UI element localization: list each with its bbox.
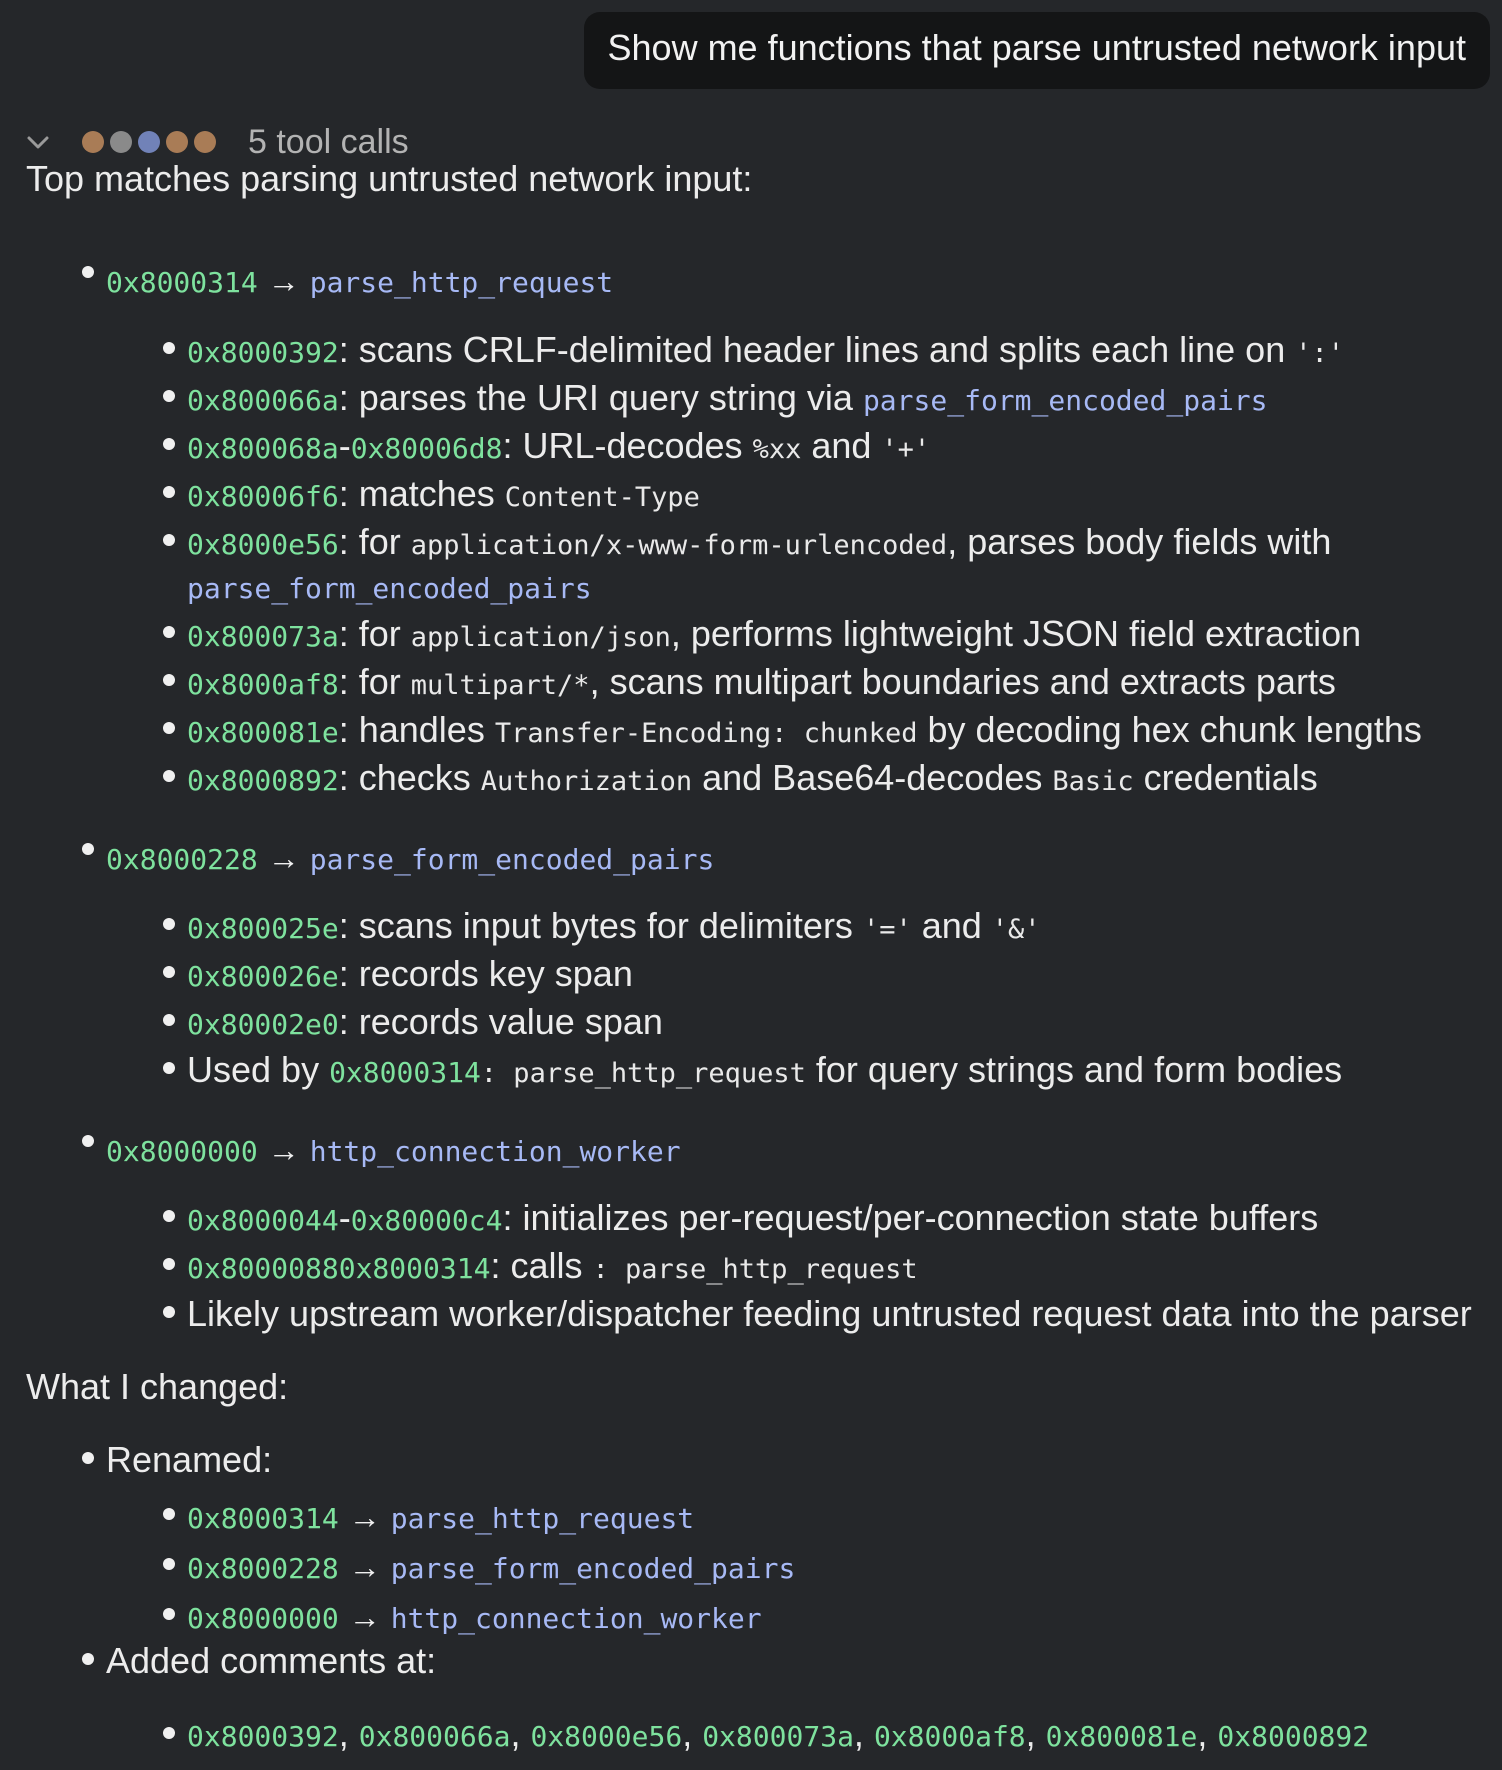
renamed-label: Renamed: (106, 1439, 273, 1480)
inline-code: ':' (1295, 338, 1344, 369)
arrow-icon: → (267, 1132, 300, 1168)
address-link[interactable]: 0x8000088 (187, 1252, 339, 1285)
detail-text: Used by (187, 1049, 330, 1090)
detail-text: , performs lightweight JSON field extraction (670, 613, 1362, 654)
user-message-text: Show me functions that parse untrusted network input (607, 27, 1466, 68)
function-link[interactable]: http_connection_worker (390, 1602, 762, 1635)
inline-code: : parse_http_request (480, 1058, 806, 1089)
tool-call-status-dots (82, 131, 222, 153)
chevron-down-icon[interactable] (18, 122, 58, 162)
detail-text: : records key span (338, 953, 633, 994)
arrow-icon: → (348, 1549, 381, 1585)
address-link[interactable]: 0x8000e56 (530, 1720, 683, 1753)
bullet-icon (163, 1210, 175, 1222)
address-link[interactable]: 0x8000044 (187, 1204, 339, 1237)
detail-item (187, 1196, 1318, 1243)
detail-item (187, 756, 1318, 804)
detail-item (187, 612, 1361, 660)
detail-text: : URL-decodes (502, 425, 753, 466)
bullet-icon (163, 1558, 175, 1570)
address-link[interactable]: 0x8000e56 (187, 528, 339, 561)
address-link[interactable]: 0x8000392 (187, 1720, 339, 1753)
bullet-icon (82, 1653, 94, 1665)
comment-address-list (187, 1712, 1369, 1759)
detail-text: and (911, 905, 992, 946)
detail-text: by decoding hex chunk lengths (917, 709, 1422, 750)
arrow-icon: → (348, 1499, 381, 1535)
function-link[interactable]: parse_http_request (390, 1502, 695, 1535)
inline-code: multipart/* (410, 670, 590, 701)
address-link[interactable]: 0x800081e (1045, 1720, 1198, 1753)
address-link[interactable]: 0x800066a (187, 384, 339, 417)
rename-item (187, 1544, 795, 1591)
detail-text: : matches (338, 473, 505, 514)
inline-code: Transfer-Encoding: chunked (494, 718, 918, 749)
detail-item (187, 660, 1336, 708)
list-separator: , (510, 1713, 531, 1754)
address-link[interactable]: 0x80006d8 (350, 432, 503, 465)
user-message-bubble (584, 12, 1490, 89)
function-name[interactable]: parse_form_encoded_pairs (309, 843, 715, 876)
detail-item (187, 1048, 1342, 1096)
detail-text: Likely upstream worker/dispatcher feeding untrusted request data into the parser (187, 1293, 1472, 1334)
function-address[interactable]: 0x8000228 (106, 843, 258, 876)
bullet-icon (163, 918, 175, 930)
function-link[interactable]: parse_form_encoded_pairs (862, 384, 1268, 417)
detail-item (187, 376, 1268, 423)
tool-calls-label: 5 tool calls (248, 122, 409, 161)
comments-label: Added comments at: (106, 1640, 437, 1681)
address-link[interactable]: 0x800025e (187, 912, 339, 945)
detail-text: : handles (338, 709, 495, 750)
address-link[interactable]: 0x8000314 (329, 1056, 481, 1089)
inline-code: %xx (752, 434, 802, 465)
inline-code: '=' (862, 914, 912, 945)
address-link[interactable]: 0x8000000 (187, 1602, 339, 1635)
inline-code: application/x-www-form-urlencoded (410, 530, 948, 561)
bullet-icon (163, 1258, 175, 1270)
bullet-icon (163, 1508, 175, 1520)
address-link[interactable]: 0x800073a (187, 620, 339, 653)
rename-item (187, 1494, 694, 1541)
inline-code: : parse_http_request (592, 1254, 918, 1285)
bullet-icon (163, 438, 175, 450)
function-link[interactable]: parse_form_encoded_pairs (390, 1552, 796, 1585)
address-link[interactable]: 0x8000892 (187, 764, 339, 797)
detail-text: : records value span (338, 1001, 663, 1042)
bullet-icon (163, 534, 175, 546)
bullet-icon (163, 722, 175, 734)
status-dot (166, 131, 188, 153)
detail-item (187, 472, 700, 520)
address-link[interactable]: 0x8000228 (187, 1552, 339, 1585)
list-separator: , (853, 1713, 874, 1754)
detail-item (187, 904, 1041, 952)
intro-text: Top matches parsing untrusted network input: (26, 158, 753, 199)
bullet-icon (163, 390, 175, 402)
detail-text: : initializes per-request/per-connection state buffers (502, 1197, 1319, 1238)
range-separator: - (338, 1197, 351, 1238)
bullet-icon (82, 1452, 94, 1464)
inline-code: '+' (881, 434, 931, 465)
detail-item (187, 1000, 663, 1047)
address-link[interactable]: 0x8000392 (187, 336, 339, 369)
list-separator: , (338, 1713, 359, 1754)
inline-code: Basic (1052, 766, 1134, 797)
detail-text: : for (338, 521, 411, 562)
function-name[interactable]: http_connection_worker (309, 1135, 681, 1168)
function-address[interactable]: 0x8000000 (106, 1135, 258, 1168)
function-link[interactable]: parse_form_encoded_pairs (187, 572, 592, 605)
detail-item (187, 328, 1344, 376)
function-address[interactable]: 0x8000314 (106, 266, 258, 299)
detail-item-continuation (187, 564, 592, 611)
list-separator: , (682, 1713, 703, 1754)
bullet-icon (163, 1062, 175, 1074)
detail-item (187, 1244, 918, 1292)
list-separator: , (1025, 1713, 1046, 1754)
inline-code: Content-Type (504, 482, 700, 513)
status-dot (110, 131, 132, 153)
address-link[interactable]: 0x80002e0 (187, 1008, 339, 1041)
function-entry-parse-http-request (106, 258, 613, 305)
address-link[interactable]: 0x8000892 (1217, 1720, 1370, 1753)
address-link[interactable]: 0x800068a (187, 432, 339, 465)
arrow-icon: → (267, 263, 300, 299)
status-dot (82, 131, 104, 153)
detail-text: and Base64-decodes (692, 757, 1053, 798)
rename-item (187, 1594, 762, 1641)
bullet-icon (163, 1014, 175, 1026)
function-entry-http-connection-worker (106, 1127, 681, 1174)
range-separator: - (338, 425, 351, 466)
address-link[interactable]: 0x8000314 (187, 1502, 339, 1535)
detail-text: credentials (1133, 757, 1318, 798)
detail-item (187, 424, 930, 472)
address-link[interactable]: 0x8000314 (338, 1252, 491, 1285)
function-entry-parse-form-encoded-pairs (106, 835, 714, 882)
bullet-icon (82, 843, 94, 855)
inline-code: Authorization (480, 766, 693, 797)
tool-calls-toggle[interactable] (18, 122, 409, 162)
address-link[interactable]: 0x800073a (702, 1720, 854, 1753)
bullet-icon (82, 266, 94, 278)
bullet-icon (82, 1135, 94, 1147)
list-separator: , (1197, 1713, 1218, 1754)
inline-code: '&' (991, 914, 1041, 945)
detail-item (187, 520, 1331, 568)
detail-text: and (801, 425, 882, 466)
detail-text: : parses the URI query string via (338, 377, 863, 418)
detail-text: : checks (338, 757, 481, 798)
bullet-icon (163, 770, 175, 782)
address-link[interactable]: 0x800066a (358, 1720, 511, 1753)
bullet-icon (163, 1608, 175, 1620)
detail-text: : calls (490, 1245, 593, 1286)
detail-item (187, 708, 1422, 756)
detail-text: : for (338, 613, 411, 654)
status-dot (194, 131, 216, 153)
inline-code: application/json (410, 622, 671, 653)
arrow-icon: → (348, 1599, 381, 1635)
detail-text: : for (338, 661, 411, 702)
detail-text: : scans CRLF-delimited header lines and splits each line on (338, 329, 1296, 370)
bullet-icon (163, 966, 175, 978)
detail-text: , scans multipart boundaries and extracts parts (589, 661, 1336, 702)
address-link[interactable]: 0x800081e (187, 716, 339, 749)
detail-item (187, 1292, 1472, 1336)
address-link[interactable]: 0x800026e (187, 960, 339, 993)
bullet-icon (163, 342, 175, 354)
detail-text: : scans input bytes for delimiters (338, 905, 863, 946)
bullet-icon (163, 626, 175, 638)
bullet-icon (163, 1727, 175, 1739)
bullet-icon (163, 674, 175, 686)
detail-text: , parses body fields with (947, 521, 1332, 562)
bullet-icon (163, 486, 175, 498)
address-link[interactable]: 0x80006f6 (187, 480, 339, 513)
address-link[interactable]: 0x8000af8 (187, 668, 339, 701)
detail-text: for query strings and form bodies (805, 1049, 1343, 1090)
address-link[interactable]: 0x80000c4 (350, 1204, 503, 1237)
address-link[interactable]: 0x8000af8 (873, 1720, 1026, 1753)
function-name[interactable]: parse_http_request (309, 266, 614, 299)
detail-item (187, 952, 633, 999)
status-dot (138, 131, 160, 153)
arrow-icon: → (267, 840, 300, 876)
changes-heading: What I changed: (26, 1366, 289, 1407)
bullet-icon (163, 1306, 175, 1318)
